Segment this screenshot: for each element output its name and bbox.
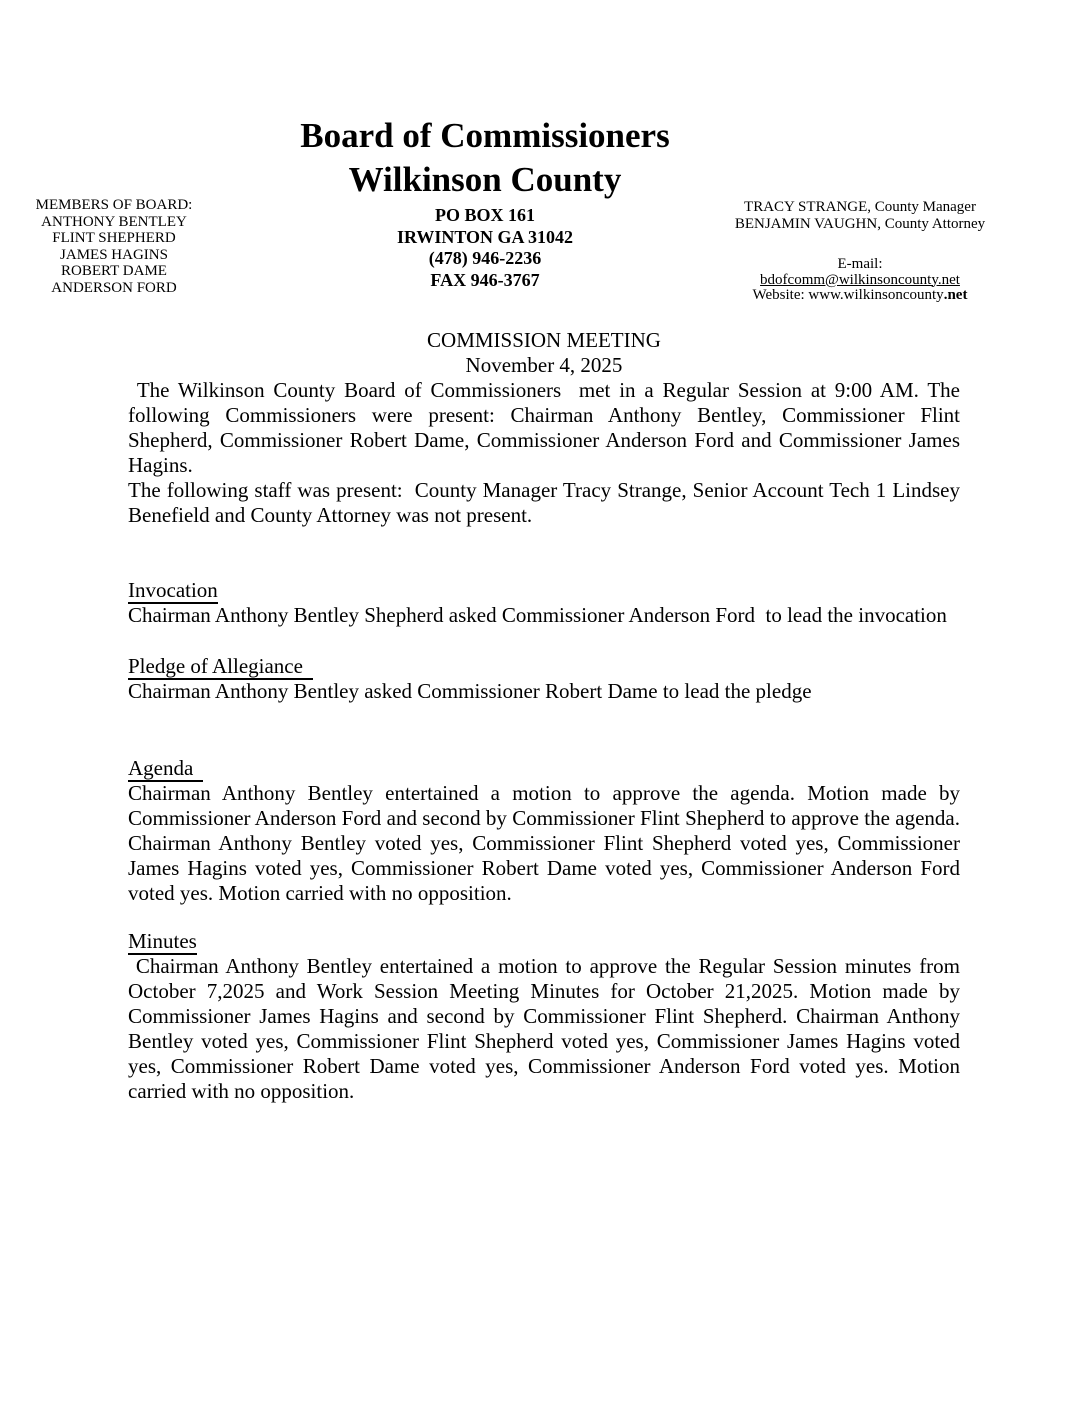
board-member-name: ANTHONY BENTLEY [41,213,187,230]
address-fax: FAX 946-3767 [430,269,540,290]
address-city-state-zip: IRWINTON GA 31042 [396,226,574,247]
organization-title [200,114,770,202]
contact-online [722,257,998,304]
website-text [722,288,998,304]
organization-title-line2: Wilkinson County [348,160,622,199]
board-member-name: JAMES HAGINS [60,246,168,263]
board-member-name: ROBERT DAME [61,263,167,279]
letterhead-center [200,114,770,291]
address-phone: (478) 946-2236 [428,248,542,268]
document-body [128,328,966,1104]
board-member-name: FLINT SHEPHERD [52,230,176,246]
meeting-title: COMMISSION MEETING [427,328,661,352]
attendance-paragraph: The Wilkinson County Board of Commissioners met in a Regular Session at 9:00 AM. The following Commissioners were present: Chairman Anthony Bentley, Commissioner Flint Shepherd, Commissioner Robert Dame, Commissioner Anderson Ford and Commissioner James Hagins. [128,378,966,477]
board-members-label: MEMBERS OF BOARD: [35,197,193,213]
section-heading-pledge-text: Pledge of Allegiance [128,654,313,680]
pledge-paragraph: Chairman Anthony Bentley asked Commissioner Robert Dame to lead the pledge [128,679,812,703]
website-prefix: Website: www.wilkinsoncounty [752,287,944,303]
board-members-list [18,197,210,296]
section-heading-minutes [128,929,960,954]
staff-paragraph: The following staff was present: County Manager Tracy Strange, Senior Account Tech 1 Lindsey Benefield and County Attorney was not present. [128,478,966,527]
agenda-paragraph: Chairman Anthony Bentley entertained a motion to approve the agenda. Motion made by Commissioner Anderson Ford and second by Commissioner Flint Shepherd to approve the agenda. Chairman Anthony Bentley voted yes, Commissioner Flint Shepherd voted yes, Commissioner James Hagins voted yes, Commissioner Robert Dame voted yes, Commissioner Anderson Ford voted yes. Motion carried with no opposition. [128,781,966,905]
email-link[interactable]: bdofcomm@wilkinsoncounty.net [760,271,960,288]
section-heading-agenda-text: Agenda [128,756,203,782]
board-member-name: ANDERSON FORD [51,279,177,296]
letterhead [0,0,1088,328]
section-heading-invocation [128,578,960,603]
minutes-paragraph: Chairman Anthony Bentley entertained a motion to approve the Regular Session minutes from October 7,2025 and Work Session Meeting Minutes for October 21,2025. Motion made by Commissioner James Hagins and second by Commissioner Flint Shepherd. Chairman Anthony Bentley voted yes, Commissioner Flint Shepherd voted yes, Commissioner James Hagins voted yes, Commissioner Robert Dame voted yes, Commissioner Anderson Ford voted yes. Motion carried with no opposition. [128,954,966,1103]
organization-address [200,205,770,291]
official-county-manager: TRACY STRANGE, County Manager [744,199,976,215]
section-heading-agenda [128,756,960,781]
section-heading-invocation-text: Invocation [128,578,218,602]
website-suffix: .net [943,287,968,303]
meeting-date: November 4, 2025 [465,353,623,377]
letterhead-right [722,199,998,304]
invocation-paragraph: Chairman Anthony Bentley Shepherd asked Commissioner Anderson Ford to lead the invocation [128,603,947,627]
organization-title-line1: Board of Commissioners [300,116,670,155]
section-heading-minutes-text: Minutes [128,929,197,953]
official-county-attorney: BENJAMIN VAUGHN, County Attorney [734,215,986,232]
email-label: E-mail: [837,256,883,272]
address-po-box: PO BOX 161 [434,205,535,225]
section-heading-pledge [128,654,960,679]
